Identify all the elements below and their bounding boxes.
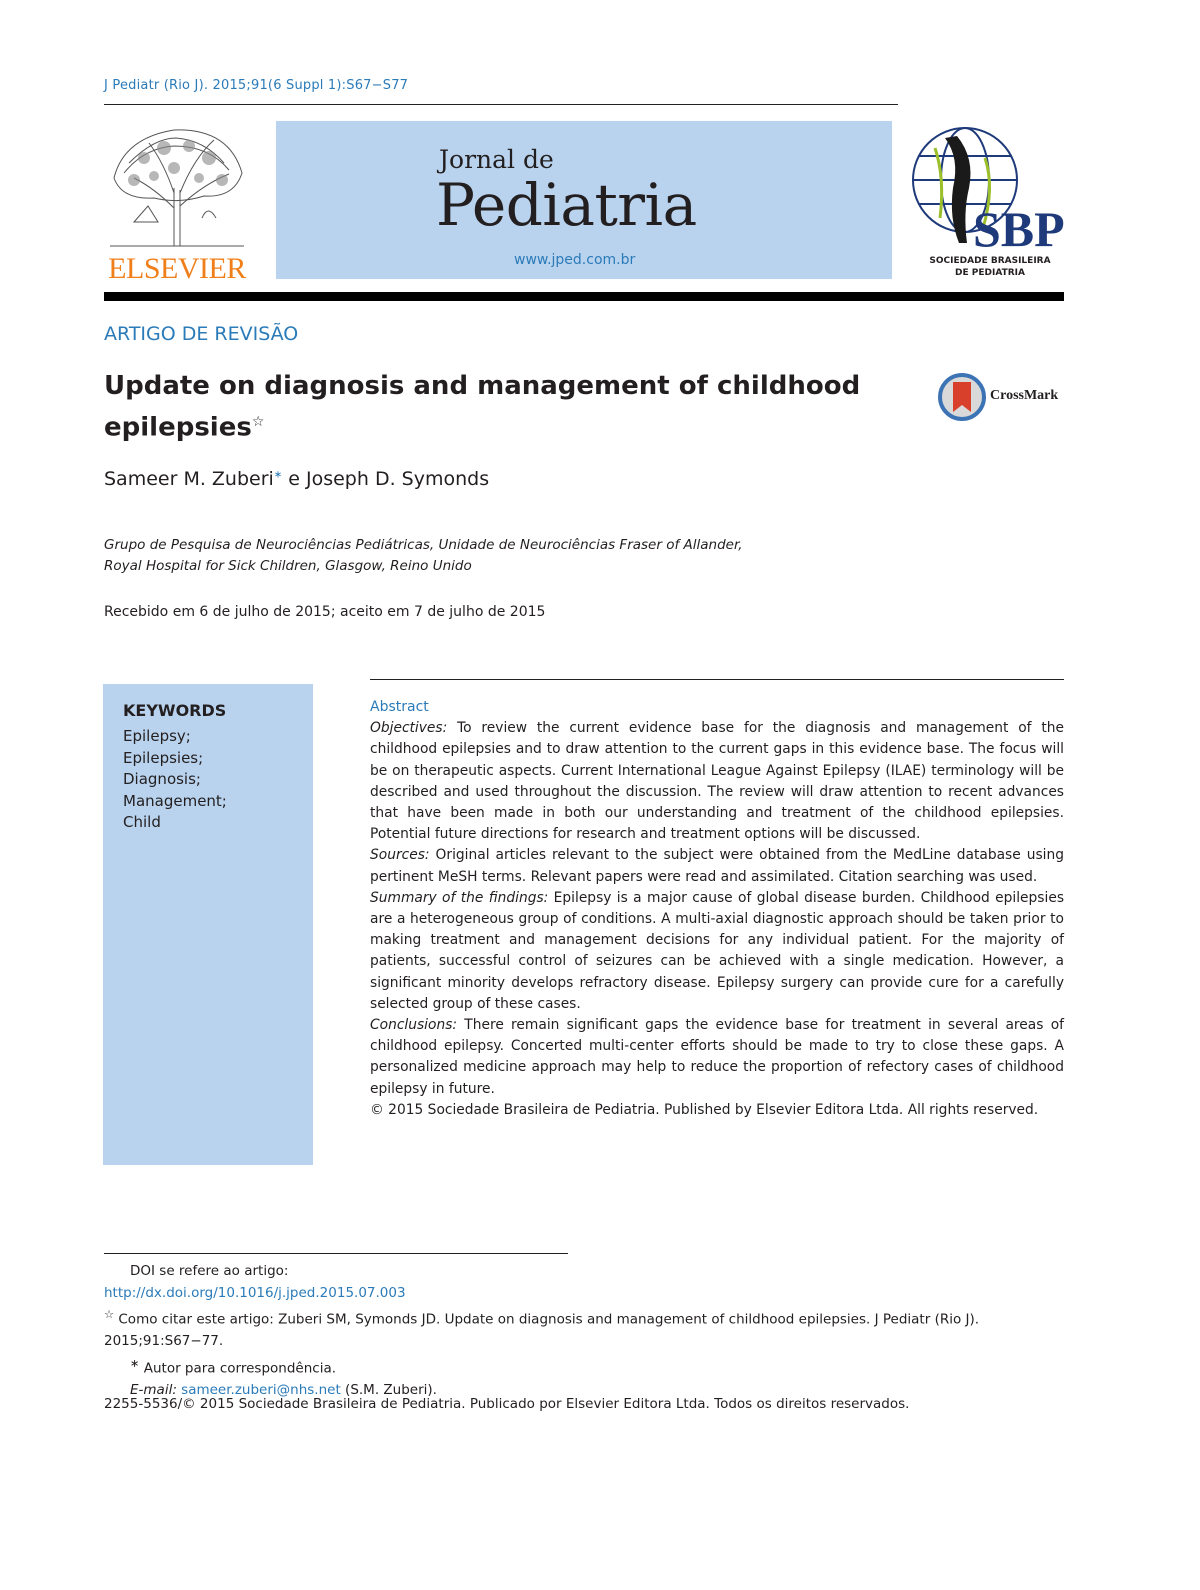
cite-text: Como citar este artigo: Zuberi SM, Symonds JD. Update on diagnosis and management of childhood epilepsies. J Pediatr (Rio J). 2015;91:S67−77. bbox=[104, 1311, 980, 1349]
header-divider bbox=[104, 104, 898, 105]
objectives-label: Objectives: bbox=[370, 720, 448, 737]
journal-name-big: Pediatria bbox=[436, 171, 697, 239]
issn-copyright: 2255-5536/© 2015 Sociedade Brasileira de Pediatria. Publicado por Elsevier Editora Ltda. Todos os direitos reservados. bbox=[104, 1396, 910, 1412]
author-1: Sameer M. Zuberi bbox=[104, 468, 274, 490]
abstract-summary bbox=[370, 888, 1064, 1015]
keyword-item: Epilepsies; bbox=[123, 748, 204, 767]
conclusions-label: Conclusions: bbox=[370, 1017, 458, 1034]
elsevier-logo bbox=[104, 118, 250, 285]
title-line1: Update on diagnosis and management of childhood bbox=[104, 371, 861, 401]
affiliation-line1: Grupo de Pesquisa de Neurociências Pediátricas, Unidade de Neurociências Fraser of Allander, bbox=[104, 537, 743, 553]
elsevier-wordmark: ELSEVIER bbox=[108, 252, 246, 285]
doi-link[interactable]: http://dx.doi.org/10.1016/j.jped.2015.07.003 bbox=[104, 1284, 406, 1301]
journal-name-small: Jornal de bbox=[439, 145, 554, 174]
title-line2: epilepsies bbox=[104, 412, 252, 443]
summary-text: Epilepsy is a major cause of global disease burden. Childhood epilepsies are a heterogeneous group of conditions. A multi-axial diagnostic approach should be taken prior to making treatment and management decisions for any individual patient. For the majority of patients, successful control of seizures can be achieved with a single medication. However, a significant minority develops refractory disease. Epilepsy surgery can provide cure for a carefully selected group of these cases. bbox=[370, 889, 1065, 1012]
sbp-logo bbox=[905, 118, 1067, 286]
footnote-divider bbox=[104, 1253, 568, 1254]
article-title bbox=[104, 368, 904, 446]
keyword-item: Epilepsy; bbox=[123, 727, 191, 745]
sbp-globe-icon bbox=[905, 118, 1067, 254]
sources-label: Sources: bbox=[370, 847, 430, 864]
journal-banner bbox=[276, 121, 892, 279]
email-label: E-mail: bbox=[130, 1381, 177, 1398]
abstract-divider bbox=[370, 679, 1064, 680]
sbp-letters: SBP bbox=[973, 201, 1065, 254]
abstract-conclusions bbox=[370, 1015, 1064, 1100]
keywords-list bbox=[123, 726, 227, 834]
author-join: e bbox=[282, 468, 306, 490]
crossmark-label: CrossMark bbox=[990, 388, 1059, 403]
abstract-objectives bbox=[370, 718, 1064, 845]
correspondence-footnote bbox=[104, 1353, 1064, 1380]
received-dates: Recebido em 6 de julho de 2015; aceito em 7 de julho de 2015 bbox=[104, 604, 546, 620]
author-1-marker[interactable]: ∗ bbox=[273, 469, 283, 481]
doi-label: DOI se refere ao artigo: bbox=[130, 1263, 289, 1279]
abstract-copyright: © 2015 Sociedade Brasileira de Pediatria. Published by Elsevier Editora Ltda. All rights reserved. bbox=[370, 1101, 1039, 1118]
cite-footnote bbox=[104, 1304, 1064, 1353]
authors-line bbox=[104, 468, 489, 490]
journal-citation[interactable]: J Pediatr (Rio J). 2015;91(6 Suppl 1):S67−S77 bbox=[104, 78, 409, 93]
crossmark-icon bbox=[938, 372, 988, 422]
affiliation-line2: Royal Hospital for Sick Children, Glasgow, Reino Unido bbox=[104, 558, 472, 574]
abstract-sources bbox=[370, 845, 1064, 887]
keywords-panel bbox=[103, 684, 313, 1165]
correspondence-text: Autor para correspondência. bbox=[139, 1360, 337, 1376]
cite-marker: ☆ bbox=[104, 1308, 115, 1321]
sbp-name-line1: SOCIEDADE BRASILEIRA bbox=[929, 256, 1051, 266]
conclusions-text: There remain significant gaps the evidence base for treatment in several areas of childhood epilepsy. Concerted multi-center efforts should be made to try to close these gaps. A personalized medicine approach may help to reduce the proportion of refectory cases of childhood epilepsy in future. bbox=[370, 1017, 1064, 1097]
crossmark-badge[interactable] bbox=[938, 372, 1068, 422]
keyword-item: Child bbox=[123, 813, 161, 831]
keyword-item: Diagnosis; bbox=[123, 770, 201, 788]
sbp-name-line2: DE PEDIATRIA bbox=[955, 268, 1025, 278]
header-thick-rule bbox=[104, 292, 1064, 301]
affiliation bbox=[104, 535, 743, 577]
keywords-heading: KEYWORDS bbox=[123, 701, 227, 720]
author-2: Joseph D. Symonds bbox=[305, 468, 490, 490]
keyword-item: Management; bbox=[123, 791, 227, 810]
sources-text: Original articles relevant to the subject were obtained from the MedLine database using pertinent MeSH terms. Relevant papers were read and assimilated. Citation searching was used. bbox=[370, 847, 1064, 885]
title-footnote-marker[interactable]: ☆ bbox=[251, 414, 265, 430]
email-suffix: (S.M. Zuberi). bbox=[340, 1381, 437, 1398]
article-section-label: ARTIGO DE REVISÃO bbox=[104, 323, 299, 345]
email-link[interactable]: sameer.zuberi@nhs.net bbox=[181, 1381, 341, 1398]
footnotes bbox=[104, 1261, 1064, 1401]
abstract-heading: Abstract bbox=[370, 699, 429, 715]
abstract bbox=[370, 697, 1064, 1121]
sbp-name bbox=[915, 255, 1065, 279]
summary-label: Summary of the findings: bbox=[370, 889, 549, 906]
journal-url-link[interactable]: www.jped.com.br bbox=[514, 252, 636, 268]
elsevier-tree-icon bbox=[104, 118, 250, 250]
objectives-text: To review the current evidence base for the diagnosis and management of the childhood epilepsies and to draw attention to the current gaps in this evidence base. The focus will be on therapeutic aspects. Current International League Against Epilepsy (ILAE) terminology will be described and used throughout the discussion. The review will draw attention to recent advances that have been made in both our understanding and treatment of the childhood epilepsies. Potential future directions for research and treatment options will be discussed. bbox=[370, 720, 1064, 843]
correspondence-marker: ∗ bbox=[130, 1356, 140, 1370]
